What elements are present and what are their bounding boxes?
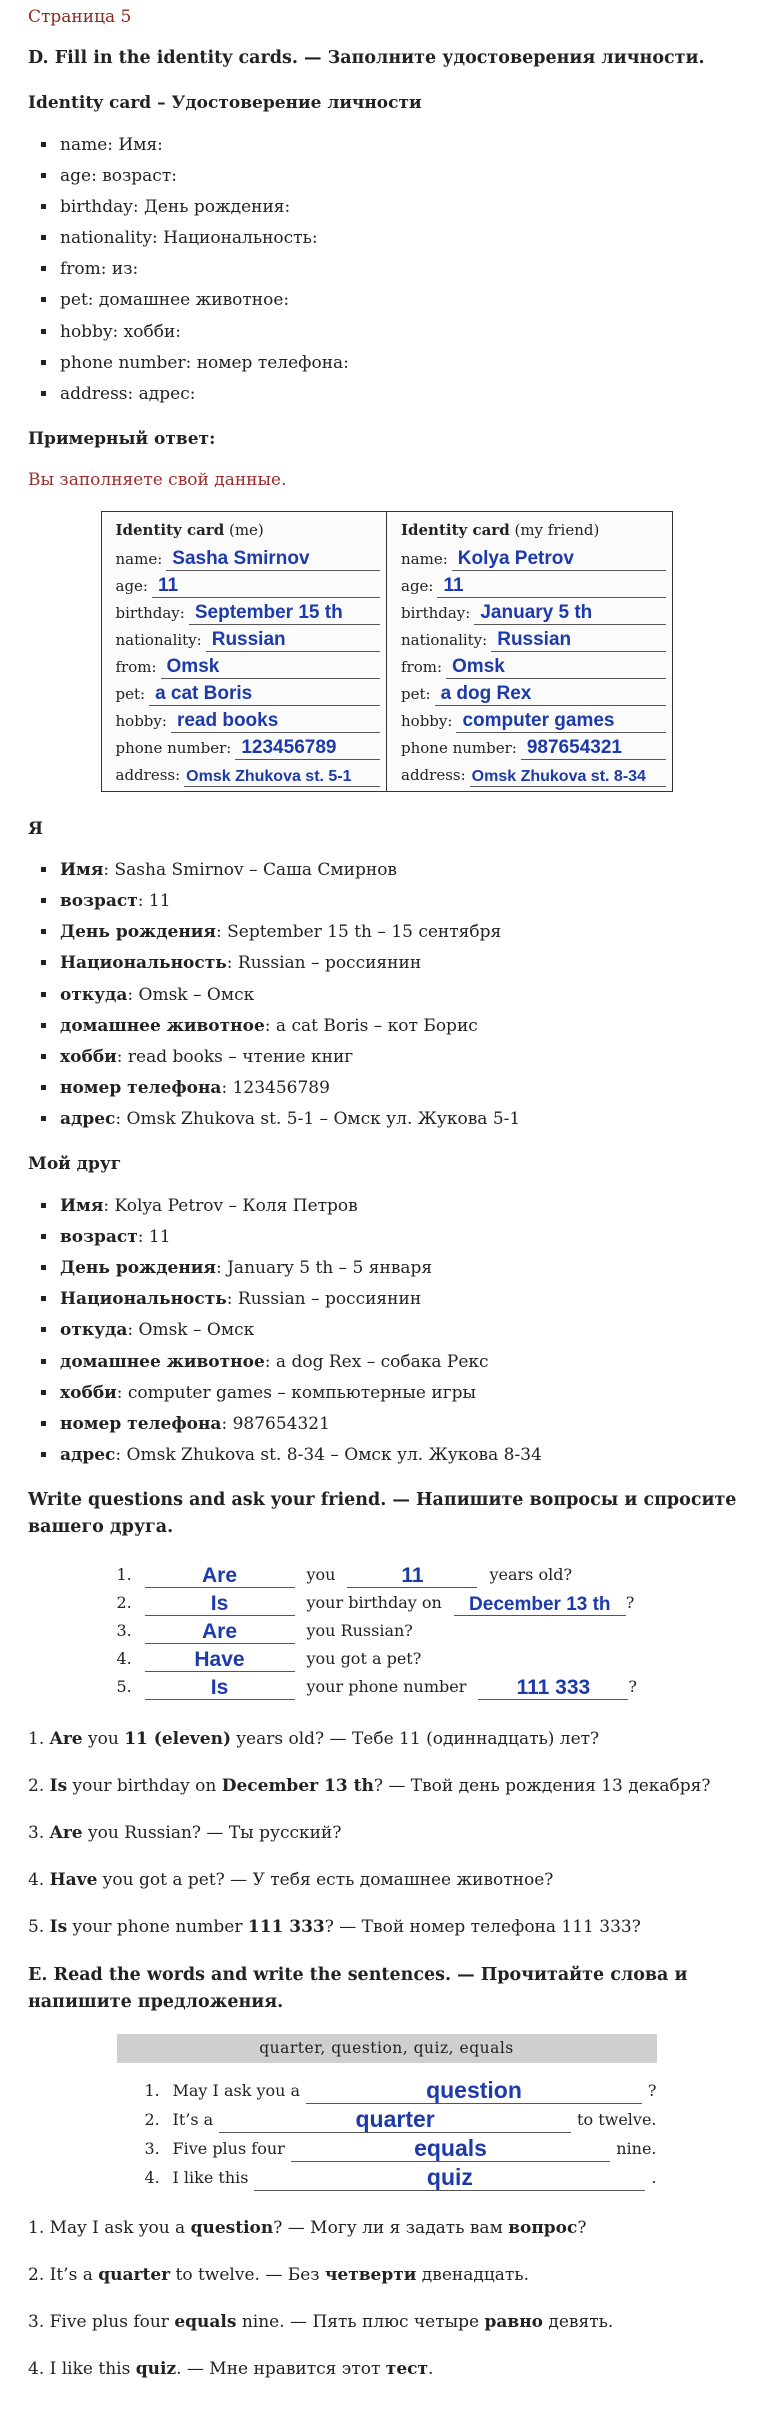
card-title: Identity card (my friend) — [401, 520, 600, 539]
list-item: ▪ откуда: Omsk – Омск — [58, 982, 745, 1009]
card-row: phone number: 987654321 — [401, 733, 666, 760]
card-field-value: Omsk Zhukova st. 5-1 — [184, 768, 380, 787]
question-answer: 5. Is your phone number 111 333? — Твой номер телефона 111 333? — [28, 1917, 641, 1938]
exercise-row: 1. Are you 11 years old? — [116, 1563, 573, 1587]
vocab-item: ▪ phone number: номер телефона: — [58, 350, 745, 377]
list-item: ▪ домашнее животное: a dog Rex – собака Рекс — [58, 1349, 745, 1376]
list-item: ▪ Национальность: Russian – россиянин — [58, 950, 745, 977]
exercise-row: 4. Have you got a pet? — [116, 1647, 422, 1671]
sentence-answer: 2. It’s a quarter to twelve. — Без четверти двенадцать. — [28, 2264, 529, 2285]
exercise-row: 5. Is your phone number 111 333 ? — [116, 1675, 637, 1699]
word-bank: quarter, question, quiz, equals — [117, 2034, 657, 2063]
vocab-item: ▪ nationality: Национальность: — [58, 225, 745, 252]
vocab-list — [28, 132, 745, 409]
card-row: address: Omsk Zhukova st. 5-1 — [116, 760, 381, 787]
card-title: Identity card (me) — [115, 520, 264, 539]
vocab-item: ▪ from: из: — [58, 256, 745, 283]
vocab-item: ▪ hobby: хобби: — [58, 319, 745, 346]
card-row: age: 11 — [401, 571, 666, 598]
sentence-answer: 1. May I ask you a question? — Могу ли я задать вам вопрос? — [28, 2217, 587, 2238]
answer-blank: 111 333 — [478, 1677, 628, 1700]
answer-blank: Are — [145, 1621, 295, 1644]
card-row: pet: a cat Boris — [116, 679, 381, 706]
list-item: ▪ адрес: Omsk Zhukova st. 5-1 – Омск ул. Жукова 5-1 — [58, 1106, 745, 1133]
question-answer: 4. Have you got a pet? — У тебя есть домашнее животное? — [28, 1870, 554, 1891]
card-field-value: computer games — [456, 711, 665, 733]
card-row: birthday: September 15 th — [116, 598, 381, 625]
vocab-item: ▪ name: Имя: — [58, 132, 745, 159]
friend-heading: Мой друг — [28, 1154, 122, 1175]
list-item: ▪ домашнее животное: a cat Boris – кот Борис — [58, 1013, 745, 1040]
friend-list — [28, 1193, 745, 1470]
card-row: from: Omsk — [401, 652, 666, 679]
card-field-value: a cat Boris — [149, 684, 380, 706]
answer-blank: question — [306, 2078, 642, 2103]
vocab-item: ▪ birthday: День рождения: — [58, 194, 745, 221]
answer-blank: Is — [145, 1593, 295, 1616]
card-field-value: Russian — [206, 630, 380, 652]
card-field-value: Russian — [491, 630, 665, 652]
card-field-value: 11 — [437, 576, 665, 598]
exercise-row: 2. It’s a quarter to twelve. — [144, 2106, 657, 2133]
list-item: ▪ Имя: Kolya Petrov – Коля Петров — [58, 1193, 745, 1220]
page-label: Страница 5 — [28, 7, 132, 27]
question-answer: 3. Are you Russian? — Ты русский? — [28, 1822, 342, 1843]
list-item: ▪ Национальность: Russian – россиянин — [58, 1286, 745, 1313]
list-item: ▪ возраст: 11 — [58, 888, 745, 915]
answer-blank: Have — [145, 1649, 295, 1672]
vocab-item: ▪ age: возраст: — [58, 163, 745, 190]
list-item: ▪ откуда: Omsk – Омск — [58, 1317, 745, 1344]
list-item: ▪ номер телефона: 123456789 — [58, 1075, 745, 1102]
note-text: Вы заполняете свой данные. — [28, 470, 287, 491]
identity-cards-figure — [28, 511, 745, 792]
list-item: ▪ номер телефона: 987654321 — [58, 1411, 745, 1438]
card-row: age: 11 — [116, 571, 381, 598]
card-field-value: 11 — [152, 576, 380, 598]
list-item: ▪ хобби: read books – чтение книг — [58, 1044, 745, 1071]
list-item: ▪ хобби: computer games – компьютерные игры — [58, 1380, 745, 1407]
exercise-row: 3. Five plus four equals nine. — [144, 2135, 657, 2162]
task-questions-heading: Write questions and ask your friend. — Напишите вопросы и спросите вашего друга. — [28, 1490, 737, 1538]
me-heading: Я — [28, 818, 43, 839]
card-field-value: a dog Rex — [435, 684, 666, 706]
card-field-value: Omsk Zhukova st. 8-34 — [470, 768, 666, 787]
card-field-value: September 15 th — [189, 603, 380, 625]
card-row: nationality: Russian — [401, 625, 666, 652]
answer-blank: quarter — [219, 2107, 571, 2132]
vocab-item: ▪ pet: домашнее животное: — [58, 287, 745, 314]
list-item: ▪ возраст: 11 — [58, 1224, 745, 1251]
card-field-value: Omsk — [446, 657, 665, 679]
card-field-value: 987654321 — [521, 738, 666, 760]
questions-exercise — [117, 1560, 657, 1700]
card-field-value: read books — [171, 711, 380, 733]
card-row: name: Sasha Smirnov — [116, 544, 381, 571]
card-row: pet: a dog Rex — [401, 679, 666, 706]
task-d-heading: D. Fill in the identity cards. — Заполните удостоверения личности. — [28, 48, 705, 69]
list-item: ▪ День рождения: September 15 th – 15 сентября — [58, 919, 745, 946]
identity-card-heading: Identity card – Удостоверение личности — [28, 93, 422, 114]
task-e-heading: E. Read the words and write the sentences. — Прочитайте слова и напишите предложения. — [28, 1964, 688, 2012]
exercise-row: 1. May I ask you a question ? — [144, 2077, 657, 2104]
exercise-row: 2. Is your birthday on December 13 th ? — [116, 1591, 635, 1615]
exercise-row: 4. I like this quiz . — [144, 2164, 657, 2191]
sample-answer-heading: Примерный ответ: — [28, 429, 216, 450]
card-row: name: Kolya Petrov — [401, 544, 666, 571]
card-row: address: Omsk Zhukova st. 8-34 — [401, 760, 666, 787]
card-row: birthday: January 5 th — [401, 598, 666, 625]
exercise-row: 3. Are you Russian? — [116, 1619, 413, 1643]
card-field-value: Omsk — [161, 657, 380, 679]
card-row: nationality: Russian — [116, 625, 381, 652]
list-item: ▪ Имя: Sasha Smirnov – Саша Смирнов — [58, 857, 745, 884]
card-row: phone number: 123456789 — [116, 733, 381, 760]
card-row: hobby: read books — [116, 706, 381, 733]
words-exercise — [117, 2034, 657, 2191]
words-exercise-figure — [28, 2034, 745, 2191]
question-answer: 1. Are you 11 (eleven) years old? — Тебе 11 (одиннадцать) лет? — [28, 1728, 600, 1749]
list-item: ▪ адрес: Omsk Zhukova st. 8-34 – Омск ул. Жукова 8-34 — [58, 1442, 745, 1469]
answer-blank: quiz — [254, 2165, 645, 2190]
identity-card-friend — [386, 512, 672, 791]
answer-blank: Are — [145, 1565, 295, 1588]
answer-blank: December 13 th — [454, 1595, 626, 1616]
card-field-value: Sasha Smirnov — [166, 549, 380, 571]
answer-blank: equals — [291, 2136, 610, 2161]
me-list — [28, 857, 745, 1134]
card-row: hobby: computer games — [401, 706, 666, 733]
sentence-answer: 4. I like this quiz. — Мне нравится этот тест. — [28, 2359, 434, 2380]
vocab-item: ▪ address: адрес: — [58, 381, 745, 408]
questions-exercise-figure — [28, 1560, 745, 1700]
card-field-value: 123456789 — [235, 738, 380, 760]
question-answer: 2. Is your birthday on December 13 th? — Твой день рождения 13 декабря? — [28, 1775, 711, 1796]
answer-blank: Is — [145, 1677, 295, 1700]
sentence-answer: 3. Five plus four equals nine. — Пять плюс четыре равно девять. — [28, 2311, 614, 2332]
identity-card-me — [102, 512, 387, 791]
list-item: ▪ День рождения: January 5 th – 5 января — [58, 1255, 745, 1282]
card-row: from: Omsk — [116, 652, 381, 679]
card-field-value: Kolya Petrov — [452, 549, 666, 571]
answer-blank: 11 — [347, 1565, 477, 1588]
card-field-value: January 5 th — [474, 603, 665, 625]
identity-cards — [101, 511, 673, 792]
